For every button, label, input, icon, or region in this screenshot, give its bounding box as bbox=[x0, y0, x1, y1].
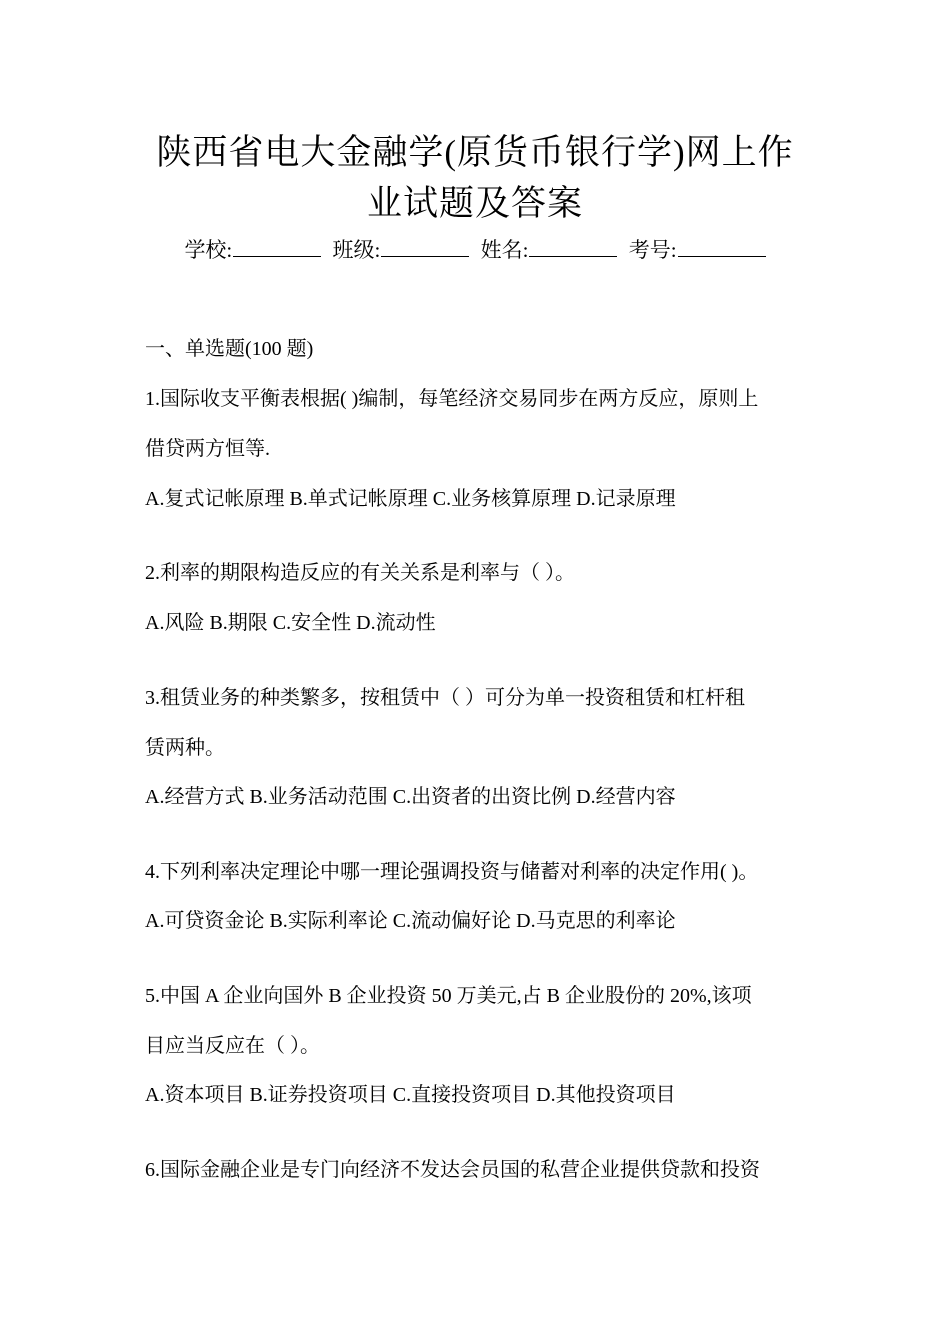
school-blank bbox=[233, 236, 321, 257]
question-3-options: A.经营方式 B.业务活动范围 C.出资者的出资比例 D.经营内容 bbox=[145, 786, 676, 808]
school-label: 学校: bbox=[184, 238, 233, 262]
section-title: 一、单选题(100 题) bbox=[145, 338, 314, 360]
question-2-options: A.风险 B.期限 C.安全性 D.流动性 bbox=[145, 612, 436, 634]
question-1-options: A.复式记帐原理 B.单式记帐原理 C.业务核算原理 D.记录原理 bbox=[145, 488, 676, 510]
document-title-line-2: 业试题及答案 bbox=[366, 184, 583, 223]
name-field bbox=[481, 238, 618, 262]
class-field bbox=[333, 238, 470, 262]
class-label: 班级: bbox=[332, 238, 381, 262]
question-3-text-line-1: 3.租赁业务的种类繁多，按租赁中（ ）可分为单一投资租赁和杠杆租 bbox=[145, 687, 745, 709]
exam-no-field bbox=[629, 238, 766, 262]
class-blank bbox=[381, 236, 469, 257]
question-3-text-line-2: 赁两种。 bbox=[145, 737, 225, 759]
name-label: 姓名: bbox=[480, 238, 529, 262]
question-1-text-line-2: 借贷两方恒等. bbox=[145, 438, 270, 460]
exam-no-label: 考号: bbox=[628, 238, 677, 262]
question-5-text-line-2: 目应当反应在（ ）。 bbox=[145, 1035, 320, 1057]
document-title-line-1: 陕西省电大金融学(原货币银行学)网上作 bbox=[156, 133, 794, 172]
question-5-options: A.资本项目 B.证券投资项目 C.直接投资项目 D.其他投资项目 bbox=[145, 1084, 676, 1106]
question-4-options: A.可贷资金论 B.实际利率论 C.流动偏好论 D.马克思的利率论 bbox=[145, 910, 676, 932]
question-1-text-line-1: 1.国际收支平衡表根据( )编制，每笔经济交易同步在两方反应，原则上 bbox=[145, 388, 759, 410]
school-field bbox=[184, 238, 321, 262]
student-info-line bbox=[0, 233, 950, 267]
name-blank bbox=[529, 236, 617, 257]
question-4-text-line-1: 4.下列利率决定理论中哪一理论强调投资与储蓄对利率的决定作用( )。 bbox=[145, 861, 759, 883]
exam-no-blank bbox=[678, 236, 766, 257]
question-5-text-line-1: 5.中国 A 企业向国外 B 企业投资 50 万美元,占 B 企业股份的 20%,该项 bbox=[145, 985, 752, 1007]
question-2-text-line-1: 2.利率的期限构造反应的有关关系是利率与（ ）。 bbox=[145, 562, 575, 584]
question-6-text-line-1: 6.国际金融企业是专门向经济不发达会员国的私营企业提供贷款和投资 bbox=[145, 1159, 760, 1181]
